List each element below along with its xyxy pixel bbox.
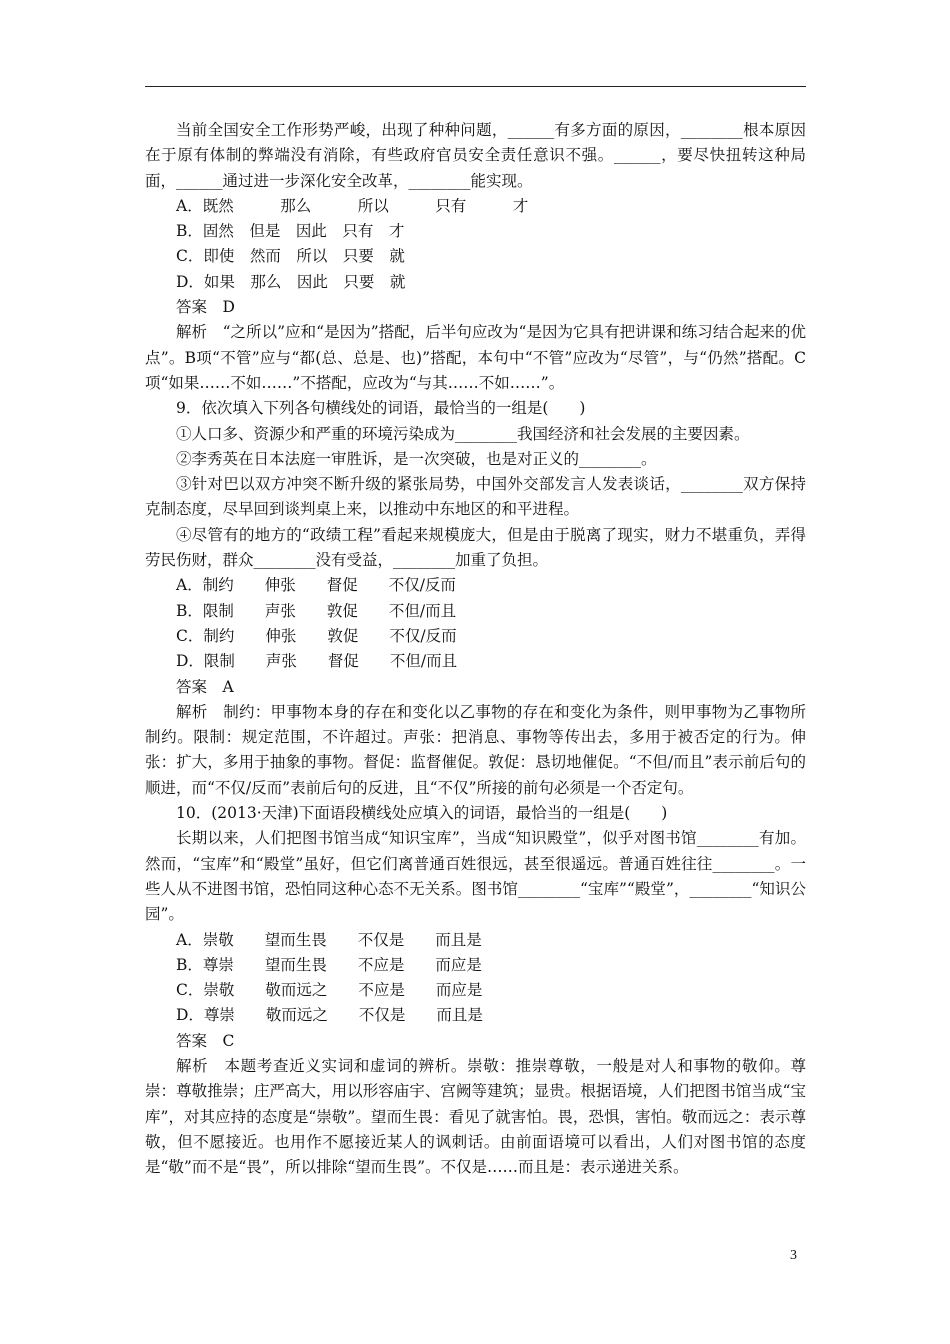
page-number: 3 [790,1248,797,1263]
q10-option-c: C．崇敬 敬而远之 不应是 而应是 [176,981,483,1000]
q8-option-a: A．既然 那么 所以 只有 才 [176,196,529,215]
q9-answer: 答案 A [176,677,234,696]
q8-option-b: B．固然 但是 因此 只有 才 [176,222,405,241]
q10-passage: 长期以来，人们把图书馆当成“知识宝库”，当成“知识殿堂”，似乎对图书馆________有加。然而，“宝库”和“殿堂”虽好，但它们离普通百姓很远，甚至很遥远。普通百姓往往________。一些人从不进图书馆，恐怕同这种心态不无关系。图书馆________“宝库”“殿堂”，________“知识公园”。 [145,829,806,924]
q9-option-d: D．限制 声张 督促 不但/而且 [176,652,458,671]
header-rule [145,86,806,87]
q8-answer: 答案 D [176,298,235,317]
q9-item-4: ④尽管有的地方的“政绩工程”看起来规模庞大，但是由于脱离了现实，财力不堪重负，弄得劳民伤财，群众________没有受益，________加重了负担。 [145,525,806,570]
q9-option-a: A．制约 伸张 督促 不仅/反而 [176,576,456,595]
q9-item-1: ①人口多、资源少和严重的环境污染成为________我国经济和社会发展的主要因素。 [176,424,750,443]
q9-item-2: ②李秀英在日本法庭一审胜诉，是一次突破，也是对正义的________。 [176,449,657,468]
page-body [145,118,806,1180]
q8-analysis: 解析 “之所以”应和“是因为”搭配，后半句应改为“是因为它具有把讲课和练习结合起来的优点”。B项“不管”应与“都(总、总是、也)”搭配，本句中“不管”应改为“尽管”，与“仍然”搭配。C项“如果……不如……”不搭配，应改为“与其……不如……”。 [145,323,806,392]
q10-option-d: D．尊崇 敬而远之 不仅是 而且是 [176,1006,483,1025]
q9-option-b: B．限制 声张 敦促 不但/而且 [176,601,457,620]
q10-analysis: 解析 本题考查近义实词和虚词的辨析。崇敬：推崇尊敬，一般是对人和事物的敬仰。尊崇：尊敬推崇；庄严高大，用以形容庙宇、宫阙等建筑；显贵。根据语境，人们把图书馆当成“宝库”，对其应持的态度是“崇敬”。望而生畏：看见了就害怕。畏，恐惧，害怕。敬而远之：表示尊敬，但不愿接近。也用作不愿接近某人的讽刺话。由前面语境可以看出，人们对图书馆的态度是“敬”而不是“畏”，所以排除“望而生畏”。不仅是……而且是：表示递进关系。 [145,1056,806,1177]
q10-answer: 答案 C [176,1031,235,1050]
q9-item-3: ③针对巴以双方冲突不断升级的紧张局势，中国外交部发言人发表谈话，________双方保持克制态度，尽早回到谈判桌上来，以推动中东地区的和平进程。 [145,475,806,519]
q9-stem: 9．依次填入下列各句横线处的词语，最恰当的一组是( ) [176,399,586,418]
q10-stem: 10．(2013·天津)下面语段横线处应填入的词语，最恰当的一组是( ) [176,804,668,823]
q9-analysis: 解析 制约：甲事物本身的存在和变化以乙事物的存在和变化为条件，则甲事物为乙事物所制约。限制：规定范围，不许超过。声张：把消息、事物等传出去，多用于被否定的行为。伸张：扩大，多用于抽象的事物。督促：监督催促。敦促：恳切地催促。“不但/而且”表示前后句的顺进，而“不仅/反而”表前后句的反进，且“不仅”所接的前句必须是一个否定句。 [145,702,806,797]
q9-option-c: C．制约 伸张 敦促 不仅/反而 [176,626,457,645]
q10-option-a: A．崇敬 望而生畏 不仅是 而且是 [176,930,482,949]
q10-option-b: B．尊崇 望而生畏 不应是 而应是 [176,955,482,974]
q8-option-c: C．即使 然而 所以 只要 就 [176,247,405,266]
q8-option-d: D．如果 那么 因此 只要 就 [176,272,406,291]
q8-stem: 当前全国安全工作形势严峻，出现了种种问题，______有多方面的原因，________根本原因在于原有体制的弊端没有消除，有些政府官员安全责任意识不强。______，要尽快扭转这种局面，______通过进一步深化安全改革，________能实现。 [145,121,806,190]
